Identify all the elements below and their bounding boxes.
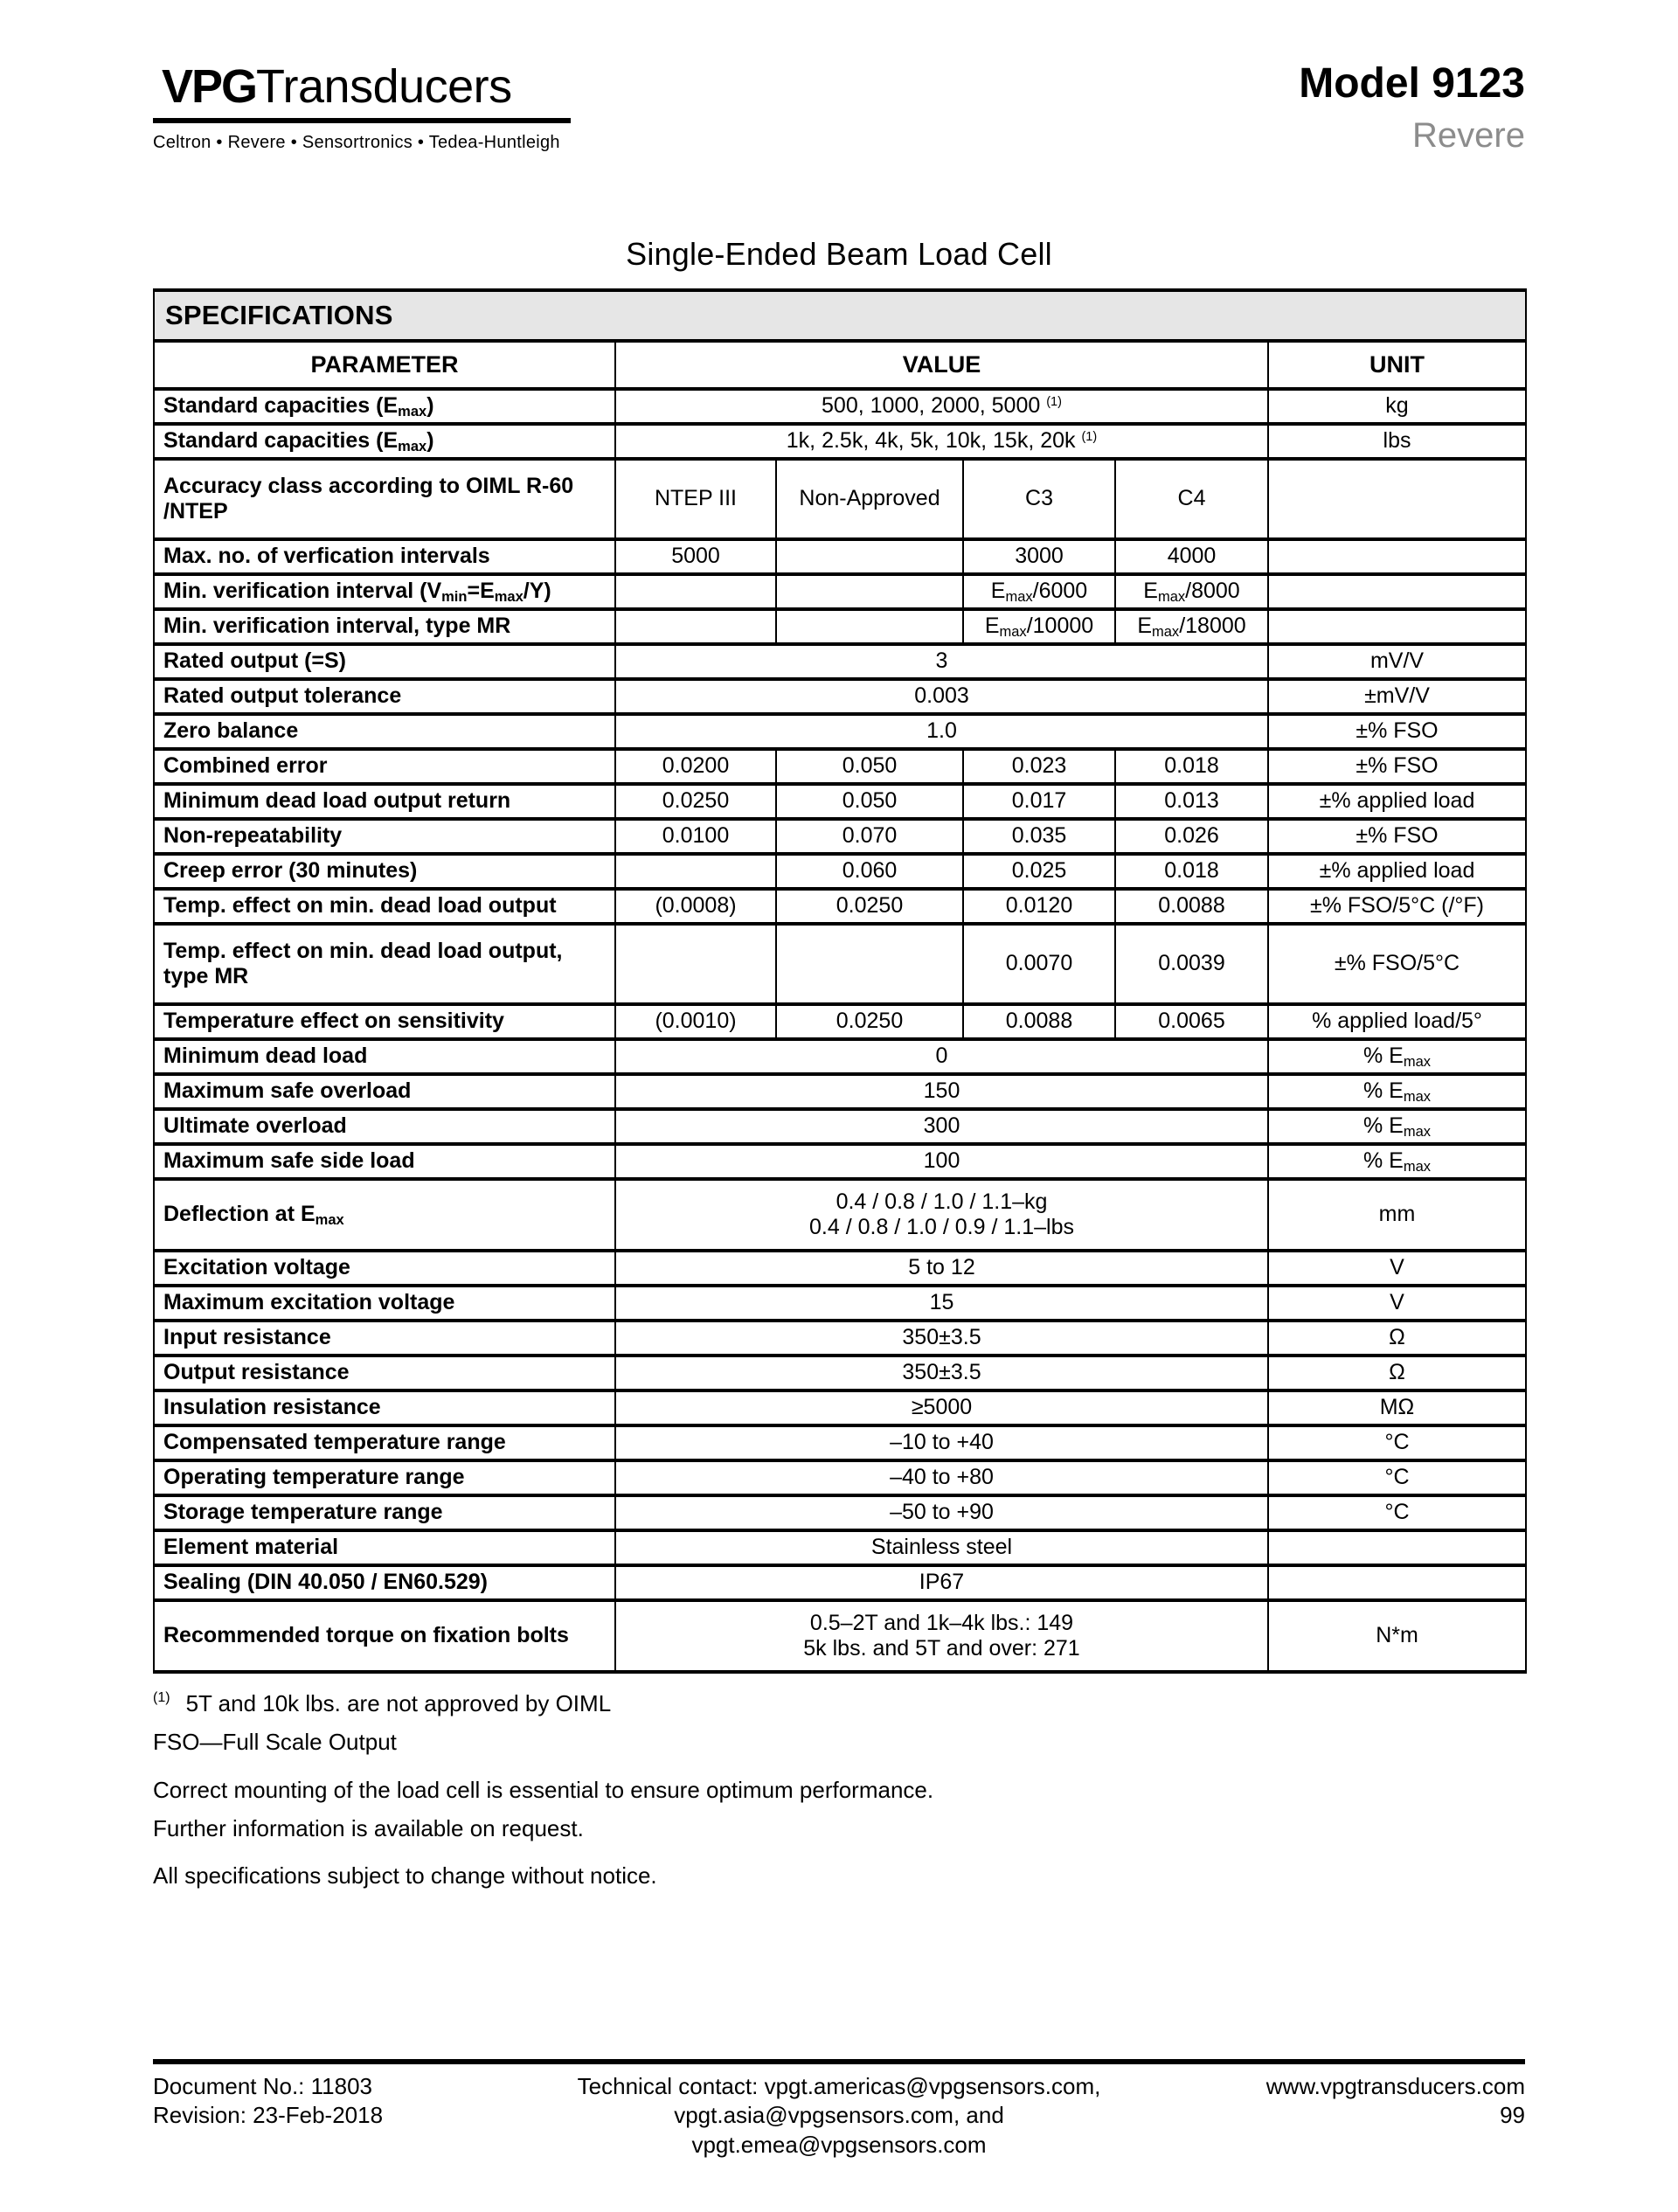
unit-cell bbox=[1268, 459, 1526, 539]
unit-cell: ±% applied load bbox=[1268, 854, 1526, 889]
unit-cell: % $E_{max}$ bbox=[1268, 1144, 1526, 1179]
value-cell: 0 bbox=[615, 1039, 1268, 1074]
column-header-parameter: PARAMETER bbox=[154, 341, 615, 389]
value-cell: –40 to +80 bbox=[615, 1460, 1268, 1495]
footnote-disclaimer: All specifications subject to change without notice. bbox=[153, 1862, 657, 1890]
unit-cell: Ω bbox=[1268, 1356, 1526, 1390]
page-footer bbox=[153, 2059, 1525, 2160]
spec-row bbox=[154, 1356, 1526, 1390]
unit-cell: ±% FSO bbox=[1268, 749, 1526, 784]
unit-cell: ±% applied load bbox=[1268, 784, 1526, 819]
parameter-cell: Standard capacities $(E_{max})$ bbox=[154, 389, 615, 424]
parameter-cell: Max. no. of verfication intervals bbox=[154, 539, 615, 574]
parameter-cell: Output resistance bbox=[154, 1356, 615, 1390]
spec-row bbox=[154, 609, 1526, 644]
parameter-cell: Rated output (=S) bbox=[154, 644, 615, 679]
value-cell: 0.0250 bbox=[776, 889, 963, 924]
spec-section-title: SPECIFICATIONS bbox=[154, 290, 1526, 341]
parameter-cell: Storage temperature range bbox=[154, 1495, 615, 1530]
value-cell: 0.018 bbox=[1115, 749, 1268, 784]
spec-row bbox=[154, 1600, 1526, 1672]
footer-columns bbox=[153, 2072, 1525, 2160]
unit-cell: % $E_{max}$ bbox=[1268, 1109, 1526, 1144]
unit-cell bbox=[1268, 574, 1526, 609]
value-cell: 150 bbox=[615, 1074, 1268, 1109]
value-cell: 0.026 bbox=[1115, 819, 1268, 854]
spec-row bbox=[154, 1109, 1526, 1144]
series-name: Revere bbox=[1412, 116, 1525, 155]
unit-cell: ±% FSO/5°C (/°F) bbox=[1268, 889, 1526, 924]
value-cell: 350±3.5 bbox=[615, 1321, 1268, 1356]
spec-row bbox=[154, 679, 1526, 714]
parameter-cell: Minimum dead load output return bbox=[154, 784, 615, 819]
spec-row bbox=[154, 1179, 1526, 1251]
value-cell: 1k, 2.5k, 4k, 5k, 10k, 15k, 20k $^{(1)}$ bbox=[615, 424, 1268, 459]
unit-cell bbox=[1268, 609, 1526, 644]
value-cell: NTEP III bbox=[615, 459, 776, 539]
unit-cell: % $E_{max}$ bbox=[1268, 1074, 1526, 1109]
value-cell: 0.0120 bbox=[963, 889, 1115, 924]
spec-content bbox=[153, 288, 1525, 1891]
value-cell: 0.4 / 0.8 / 1.0 / 1.1–kg 0.4 / 0.8 / 1.0 / 0.9 / 1.1–lbs bbox=[615, 1179, 1268, 1251]
value-cell: C3 bbox=[963, 459, 1115, 539]
footer-site-page bbox=[1149, 2072, 1525, 2160]
unit-cell: ±mV/V bbox=[1268, 679, 1526, 714]
value-cell: 0.0088 bbox=[963, 1004, 1115, 1039]
unit-cell: °C bbox=[1268, 1460, 1526, 1495]
vpg-logo bbox=[153, 60, 571, 153]
value-cell: $E_{max}/8000$ bbox=[1115, 574, 1268, 609]
value-cell: 0.0250 bbox=[776, 1004, 963, 1039]
value-cell: $E_{max}/10000$ bbox=[963, 609, 1115, 644]
value-cell: 0.035 bbox=[963, 819, 1115, 854]
spec-row bbox=[154, 424, 1526, 459]
value-cell bbox=[615, 609, 776, 644]
contact-line-1: Technical contact: vpgt.americas@vpgsensors.com, bbox=[577, 2073, 1101, 2099]
unit-cell: % applied load/5° bbox=[1268, 1004, 1526, 1039]
value-cell: $E_{max}/6000$ bbox=[963, 574, 1115, 609]
value-cell bbox=[615, 574, 776, 609]
parameter-cell: Min. verification interval $(V_{min}=E_{max}/Y)$ bbox=[154, 574, 615, 609]
parameter-cell: Standard capacities $(E_{max})$ bbox=[154, 424, 615, 459]
spec-row bbox=[154, 714, 1526, 749]
footnote-further: Further information is available on request. bbox=[153, 1814, 584, 1841]
value-cell: 350±3.5 bbox=[615, 1356, 1268, 1390]
spec-row bbox=[154, 1565, 1526, 1600]
spec-row bbox=[154, 924, 1526, 1004]
value-cell: 0.070 bbox=[776, 819, 963, 854]
spec-row bbox=[154, 854, 1526, 889]
value-cell: Non-Approved bbox=[776, 459, 963, 539]
model-title: Model 9123 bbox=[1299, 60, 1525, 107]
spec-row bbox=[154, 784, 1526, 819]
parameter-cell: Recommended torque on fixation bolts bbox=[154, 1600, 615, 1672]
spec-row bbox=[154, 1039, 1526, 1074]
unit-cell: V bbox=[1268, 1286, 1526, 1321]
value-cell: 0.0070 bbox=[963, 924, 1115, 1004]
parameter-cell: Deflection at $E_{max}$ bbox=[154, 1179, 615, 1251]
value-cell: 0.003 bbox=[615, 679, 1268, 714]
spec-row bbox=[154, 389, 1526, 424]
unit-cell: V bbox=[1268, 1251, 1526, 1286]
parameter-cell: Maximum safe side load bbox=[154, 1144, 615, 1179]
footnote-oiml-text: 5T and 10k lbs. are not approved by OIML bbox=[185, 1690, 612, 1717]
value-cell: 0.013 bbox=[1115, 784, 1268, 819]
value-cell: IP67 bbox=[615, 1565, 1268, 1600]
logo-underline bbox=[153, 118, 571, 123]
parameter-cell: Zero balance bbox=[154, 714, 615, 749]
unit-cell: kg bbox=[1268, 389, 1526, 424]
footer-rule bbox=[153, 2059, 1525, 2064]
value-cell: 0.050 bbox=[776, 784, 963, 819]
logo-vpg-text: VPG bbox=[162, 60, 257, 113]
parameter-cell: Temperature effect on sensitivity bbox=[154, 1004, 615, 1039]
footnote-fso: FSO—Full Scale Output bbox=[153, 1729, 397, 1756]
value-cell: 300 bbox=[615, 1109, 1268, 1144]
parameter-cell: Element material bbox=[154, 1530, 615, 1565]
parameter-cell: Temp. effect on min. dead load output bbox=[154, 889, 615, 924]
value-cell: 0.0200 bbox=[615, 749, 776, 784]
column-header-value: VALUE bbox=[615, 341, 1268, 389]
value-cell bbox=[776, 924, 963, 1004]
page-header bbox=[153, 60, 1525, 185]
logo-transducers-text: Transducers bbox=[256, 60, 512, 113]
spec-table bbox=[153, 288, 1527, 1674]
unit-cell: ±% FSO bbox=[1268, 714, 1526, 749]
parameter-cell: Maximum excitation voltage bbox=[154, 1286, 615, 1321]
value-cell: C4 bbox=[1115, 459, 1268, 539]
spec-row bbox=[154, 749, 1526, 784]
spec-row bbox=[154, 1390, 1526, 1425]
spec-row bbox=[154, 459, 1526, 539]
unit-cell: °C bbox=[1268, 1425, 1526, 1460]
value-cell: 500, 1000, 2000, 5000 $^{(1)}$ bbox=[615, 389, 1268, 424]
spec-row bbox=[154, 1286, 1526, 1321]
value-cell: Stainless steel bbox=[615, 1530, 1268, 1565]
footnote-oiml bbox=[153, 1689, 1525, 1718]
footnote-marker: (1) bbox=[153, 1690, 170, 1705]
value-cell: 4000 bbox=[1115, 539, 1268, 574]
parameter-cell: Maximum safe overload bbox=[154, 1074, 615, 1109]
value-cell: 0.025 bbox=[963, 854, 1115, 889]
spec-row bbox=[154, 1460, 1526, 1495]
unit-cell bbox=[1268, 1565, 1526, 1600]
spec-row bbox=[154, 1251, 1526, 1286]
unit-cell bbox=[1268, 539, 1526, 574]
value-cell: $E_{max}/18000$ bbox=[1115, 609, 1268, 644]
spec-row bbox=[154, 1004, 1526, 1039]
parameter-cell: Excitation voltage bbox=[154, 1251, 615, 1286]
document-number: Document No.: 11803 bbox=[153, 2073, 372, 2099]
unit-cell: N*m bbox=[1268, 1600, 1526, 1672]
footnotes bbox=[153, 1689, 1525, 1891]
parameter-cell: Rated output tolerance bbox=[154, 679, 615, 714]
unit-cell: mV/V bbox=[1268, 644, 1526, 679]
parameter-cell: Input resistance bbox=[154, 1321, 615, 1356]
value-cell bbox=[776, 574, 963, 609]
unit-cell: ±% FSO bbox=[1268, 819, 1526, 854]
value-cell: ≥5000 bbox=[615, 1390, 1268, 1425]
unit-cell: Ω bbox=[1268, 1321, 1526, 1356]
unit-cell: ±% FSO/5°C bbox=[1268, 924, 1526, 1004]
parameter-cell: Insulation resistance bbox=[154, 1390, 615, 1425]
value-cell: 1.0 bbox=[615, 714, 1268, 749]
parameter-cell: Ultimate overload bbox=[154, 1109, 615, 1144]
spec-row bbox=[154, 1321, 1526, 1356]
value-cell: 0.050 bbox=[776, 749, 963, 784]
value-cell: (0.0010) bbox=[615, 1004, 776, 1039]
column-header-unit: UNIT bbox=[1268, 341, 1526, 389]
value-cell: (0.0008) bbox=[615, 889, 776, 924]
unit-cell: °C bbox=[1268, 1495, 1526, 1530]
parameter-cell: Combined error bbox=[154, 749, 615, 784]
value-cell: 0.023 bbox=[963, 749, 1115, 784]
unit-cell: lbs bbox=[1268, 424, 1526, 459]
value-cell: 0.0088 bbox=[1115, 889, 1268, 924]
value-cell bbox=[615, 924, 776, 1004]
spec-row bbox=[154, 1495, 1526, 1530]
spec-row bbox=[154, 1530, 1526, 1565]
value-cell bbox=[615, 854, 776, 889]
column-header-row bbox=[154, 341, 1526, 389]
logo-wordmark bbox=[162, 60, 571, 113]
spec-row bbox=[154, 819, 1526, 854]
value-cell: 0.0100 bbox=[615, 819, 776, 854]
unit-cell: MΩ bbox=[1268, 1390, 1526, 1425]
logo-sub-brands: Celtron • Revere • Sensortronics • Tedea-Huntleigh bbox=[153, 133, 560, 152]
parameter-cell: Minimum dead load bbox=[154, 1039, 615, 1074]
value-cell: –10 to +40 bbox=[615, 1425, 1268, 1460]
parameter-cell: Creep error (30 minutes) bbox=[154, 854, 615, 889]
unit-cell: % $E_{max}$ bbox=[1268, 1039, 1526, 1074]
footnote-mounting: Correct mounting of the load cell is essential to ensure optimum performance. bbox=[153, 1776, 934, 1803]
unit-cell: mm bbox=[1268, 1179, 1526, 1251]
value-cell: 0.017 bbox=[963, 784, 1115, 819]
value-cell: 0.060 bbox=[776, 854, 963, 889]
footer-document-info bbox=[153, 2072, 529, 2160]
parameter-cell: Operating temperature range bbox=[154, 1460, 615, 1495]
footer-contact bbox=[529, 2072, 1149, 2160]
value-cell: 100 bbox=[615, 1144, 1268, 1179]
value-cell: 0.0039 bbox=[1115, 924, 1268, 1004]
spec-row bbox=[154, 539, 1526, 574]
model-block bbox=[1299, 60, 1525, 155]
spec-row bbox=[154, 1144, 1526, 1179]
value-cell bbox=[776, 539, 963, 574]
value-cell: 0.018 bbox=[1115, 854, 1268, 889]
spec-row bbox=[154, 889, 1526, 924]
value-cell: 0.0250 bbox=[615, 784, 776, 819]
value-cell: 3000 bbox=[963, 539, 1115, 574]
parameter-cell: Accuracy class according to OIML R-60 /NTEP bbox=[154, 459, 615, 539]
spec-row bbox=[154, 1074, 1526, 1109]
parameter-cell: Sealing (DIN 40.050 / EN60.529) bbox=[154, 1565, 615, 1600]
revision-date: Revision: 23-Feb-2018 bbox=[153, 2102, 384, 2129]
value-cell: 3 bbox=[615, 644, 1268, 679]
spec-row bbox=[154, 1425, 1526, 1460]
contact-line-2: vpgt.asia@vpgsensors.com, and vpgt.emea@vpgsensors.com bbox=[674, 2102, 1004, 2158]
page-title: Single-Ended Beam Load Cell bbox=[626, 236, 1052, 272]
value-cell bbox=[776, 609, 963, 644]
parameter-cell: Compensated temperature range bbox=[154, 1425, 615, 1460]
spec-section-row bbox=[154, 290, 1526, 341]
value-cell: –50 to +90 bbox=[615, 1495, 1268, 1530]
value-cell: 5000 bbox=[615, 539, 776, 574]
value-cell: 0.5–2T and 1k–4k lbs.: 149 5k lbs. and 5T and over: 271 bbox=[615, 1600, 1268, 1672]
website-url: www.vpgtransducers.com bbox=[1265, 2073, 1525, 2099]
value-cell: 5 to 12 bbox=[615, 1251, 1268, 1286]
spec-table-body bbox=[154, 389, 1526, 1672]
spec-row bbox=[154, 644, 1526, 679]
value-cell: 0.0065 bbox=[1115, 1004, 1268, 1039]
unit-cell bbox=[1268, 1530, 1526, 1565]
page-number: 99 bbox=[1500, 2102, 1525, 2129]
spec-row bbox=[154, 574, 1526, 609]
parameter-cell: Min. verification interval, type MR bbox=[154, 609, 615, 644]
parameter-cell: Temp. effect on min. dead load output, type MR bbox=[154, 924, 615, 1004]
parameter-cell: Non-repeatability bbox=[154, 819, 615, 854]
value-cell: 15 bbox=[615, 1286, 1268, 1321]
